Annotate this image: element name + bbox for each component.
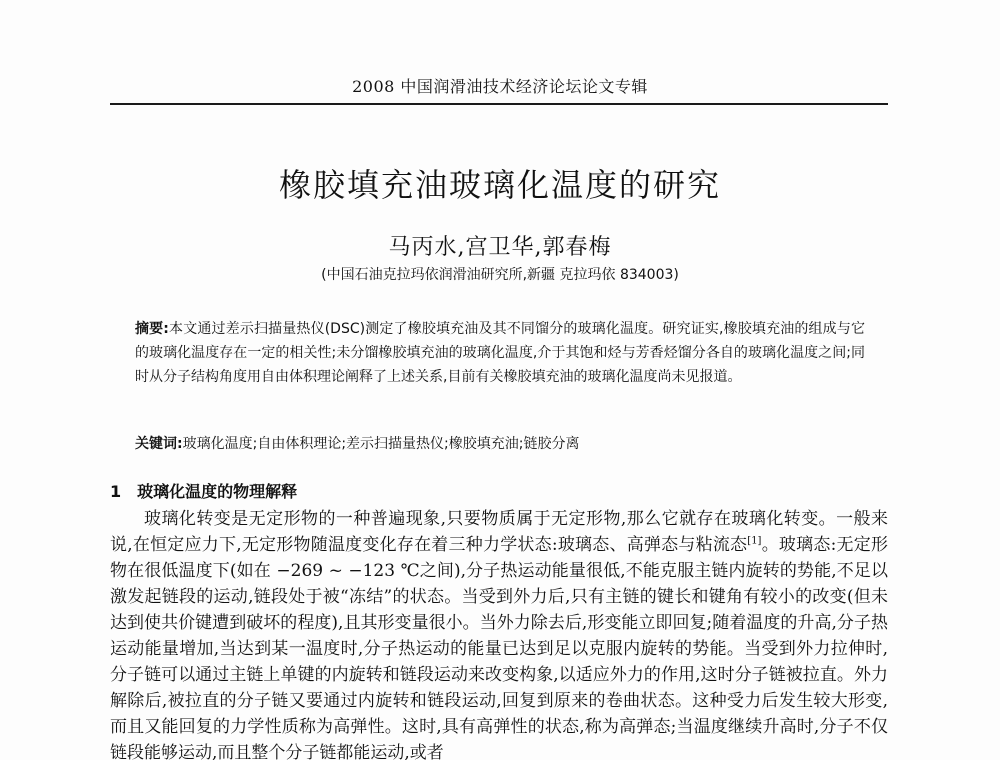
abstract-label: 摘要:	[135, 321, 169, 337]
author-list: 马丙水,宫卫华,郭春梅	[388, 235, 612, 260]
keywords	[135, 434, 865, 454]
body-paragraph	[110, 506, 888, 760]
section-heading	[110, 479, 297, 502]
section-number: 1	[110, 482, 122, 501]
paragraph-text-part2: 。玻璃态:无定形物在很低温度下(如在 −269 ~ −123 ℃之间),分子热运动能量很低,不能克服主链内旋转的势能,不足以激发起链段的运动,链段处于被“冻结”的状态。当受到外力后,只有主链的键长和键角有较小的改变(但未达到使共价键遭到破坏的程度),且其形变量很小。当外力除去后,形变能立即回复;随着温度的升高,分子热运动能量增加,当达到某一温度时,分子热运动的能量已达到足以克服内旋转的势能。当受到外力拉伸时,分子链可以通过主链上单键的内旋转和链段运动来改变构象,以适应外力的作用,这时分子链被拉直。外力解除后,被拉直的分子链又要通过内旋转和链段运动,回复到原来的卷曲状态。这种受力后发生较大形变,而且又能回复的力学性质称为高弹性。这时,具有高弹性的状态,称为高弹态;当温度继续升高时,分子不仅链段能够运动,而且整个分子链都能运动,或者	[110, 535, 888, 760]
paragraph-text-part1: 玻璃化转变是无定形物的一种普遍现象,只要物质属于无定形物,那么它就存在玻璃化转变。一般来说,在恒定应力下,无定形物随温度变化存在着三种力学状态:玻璃态、高弹态与粘流态	[110, 509, 888, 555]
citation-reference[interactable]: [1]	[747, 535, 762, 547]
article-title: 橡胶填充油玻璃化温度的研究	[278, 166, 721, 204]
header-rule	[110, 103, 888, 105]
keywords-text: 玻璃化温度;自由体积理论;差示扫描量热仪;橡胶填充油;链胶分离	[182, 436, 580, 452]
keywords-label: 关键词:	[135, 436, 183, 452]
author-affiliation: (中国石油克拉玛依润滑油研究所,新疆 克拉玛依 834003)	[321, 267, 679, 283]
abstract	[135, 317, 865, 389]
running-header: 2008 中国润滑油技术经济论坛论文专辑	[352, 77, 648, 96]
abstract-text: 本文通过差示扫描量热仪(DSC)测定了橡胶填充油及其不同馏分的玻璃化温度。研究证实,橡胶填充油的组成与它的玻璃化温度存在一定的相关性;未分馏橡胶填充油的玻璃化温度,介于其饱和烃与芳香烃馏分各自的玻璃化温度之间;同时从分子结构角度用自由体积理论阐释了上述关系,目前有关橡胶填充油的玻璃化温度尚未见报道。	[135, 321, 865, 385]
section-title: 玻璃化温度的物理解释	[137, 482, 298, 501]
